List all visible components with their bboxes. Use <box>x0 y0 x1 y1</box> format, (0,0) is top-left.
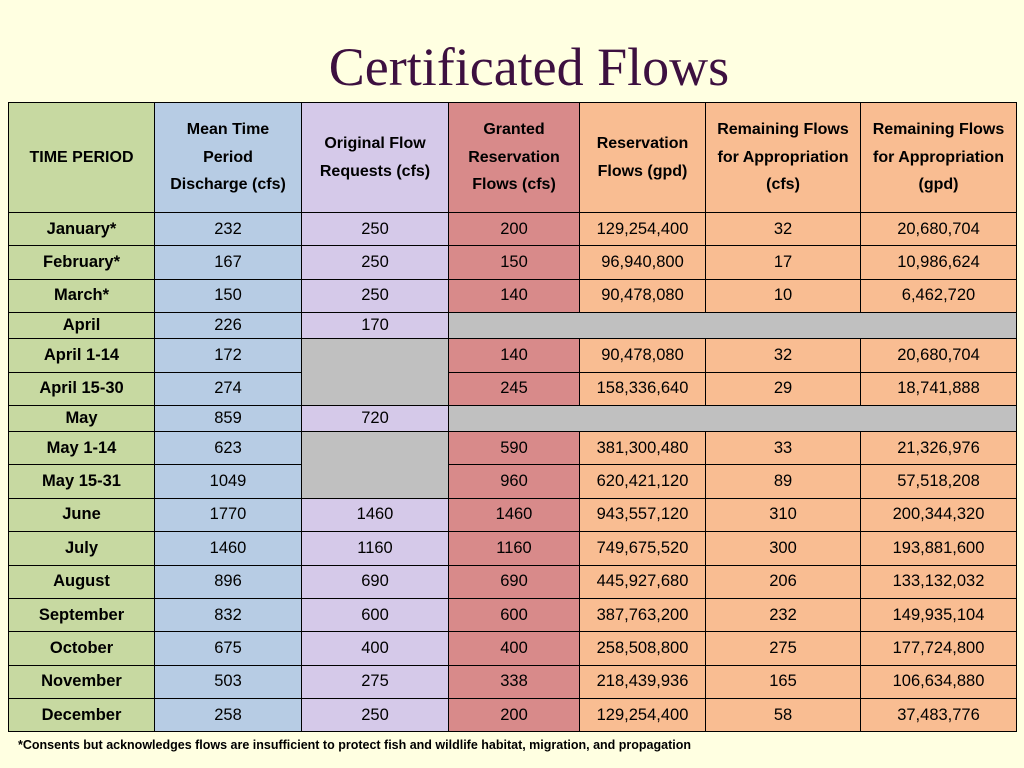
cell-granted: 590 <box>449 431 580 464</box>
cell-period: October <box>9 632 155 665</box>
cell-gpd: 90,478,080 <box>580 339 706 372</box>
cell-rem-cfs: 89 <box>706 465 861 498</box>
cell-granted: 1160 <box>449 532 580 565</box>
cell-period: September <box>9 598 155 631</box>
cell-mean: 226 <box>155 313 302 339</box>
cell-rem-cfs: 300 <box>706 532 861 565</box>
cell-gpd: 387,763,200 <box>580 598 706 631</box>
cell-rem-gpd: 149,935,104 <box>861 598 1017 631</box>
cell-granted: 150 <box>449 246 580 279</box>
col-header-mean-discharge: Mean Time Period Discharge (cfs) <box>155 103 302 213</box>
cell-mean: 623 <box>155 431 302 464</box>
cell-rem-gpd: 106,634,880 <box>861 665 1017 698</box>
cell-granted: 200 <box>449 699 580 732</box>
cell-mean: 896 <box>155 565 302 598</box>
grey-filler-cell <box>302 431 449 498</box>
table-row <box>9 313 1017 339</box>
cell-granted: 140 <box>449 339 580 372</box>
cell-original: 720 <box>302 405 449 431</box>
cell-rem-gpd: 20,680,704 <box>861 339 1017 372</box>
cell-period: April 1-14 <box>9 339 155 372</box>
cell-mean: 1460 <box>155 532 302 565</box>
table-row <box>9 405 1017 431</box>
cell-granted: 200 <box>449 213 580 246</box>
cell-mean: 258 <box>155 699 302 732</box>
cell-period: December <box>9 699 155 732</box>
cell-rem-cfs: 32 <box>706 339 861 372</box>
cell-rem-gpd: 193,881,600 <box>861 532 1017 565</box>
cell-gpd: 218,439,936 <box>580 665 706 698</box>
cell-gpd: 258,508,800 <box>580 632 706 665</box>
cell-original: 600 <box>302 598 449 631</box>
cell-gpd: 445,927,680 <box>580 565 706 598</box>
col-header-granted-flows: Granted Reservation Flows (cfs) <box>449 103 580 213</box>
cell-granted: 690 <box>449 565 580 598</box>
col-header-remaining-gpd: Remaining Flows for Appropriation (gpd) <box>861 103 1017 213</box>
cell-period: April 15-30 <box>9 372 155 405</box>
table-row <box>9 431 1017 464</box>
header-row <box>9 103 1017 213</box>
cell-original: 250 <box>302 213 449 246</box>
cell-rem-gpd: 133,132,032 <box>861 565 1017 598</box>
cell-rem-gpd: 200,344,320 <box>861 498 1017 531</box>
cell-mean: 167 <box>155 246 302 279</box>
col-header-original-requests: Original Flow Requests (cfs) <box>302 103 449 213</box>
table-row <box>9 372 1017 405</box>
cell-rem-gpd: 18,741,888 <box>861 372 1017 405</box>
col-header-time-period: TIME PERIOD <box>9 103 155 213</box>
cell-rem-gpd: 10,986,624 <box>861 246 1017 279</box>
cell-mean: 1770 <box>155 498 302 531</box>
cell-rem-gpd: 6,462,720 <box>861 279 1017 312</box>
table-row <box>9 565 1017 598</box>
cell-original: 250 <box>302 246 449 279</box>
grey-filler-cell <box>302 339 449 406</box>
cell-original: 250 <box>302 699 449 732</box>
table-row <box>9 213 1017 246</box>
cell-rem-gpd: 20,680,704 <box>861 213 1017 246</box>
cell-mean: 172 <box>155 339 302 372</box>
cell-rem-cfs: 29 <box>706 372 861 405</box>
cell-rem-gpd: 177,724,800 <box>861 632 1017 665</box>
cell-original: 170 <box>302 313 449 339</box>
cell-rem-cfs: 310 <box>706 498 861 531</box>
table-row <box>9 465 1017 498</box>
table-row <box>9 279 1017 312</box>
cell-period: August <box>9 565 155 598</box>
cell-original: 250 <box>302 279 449 312</box>
cell-granted: 600 <box>449 598 580 631</box>
cell-rem-cfs: 33 <box>706 431 861 464</box>
table-row <box>9 699 1017 732</box>
cell-mean: 675 <box>155 632 302 665</box>
cell-rem-cfs: 17 <box>706 246 861 279</box>
cell-mean: 859 <box>155 405 302 431</box>
cell-rem-cfs: 10 <box>706 279 861 312</box>
table-row <box>9 339 1017 372</box>
cell-original: 400 <box>302 632 449 665</box>
cell-gpd: 96,940,800 <box>580 246 706 279</box>
table-row <box>9 598 1017 631</box>
col-header-reservation-gpd: Reservation Flows (gpd) <box>580 103 706 213</box>
cell-original: 1460 <box>302 498 449 531</box>
cell-mean: 232 <box>155 213 302 246</box>
cell-mean: 150 <box>155 279 302 312</box>
cell-rem-cfs: 58 <box>706 699 861 732</box>
cell-period: May <box>9 405 155 431</box>
cell-gpd: 90,478,080 <box>580 279 706 312</box>
cell-rem-cfs: 206 <box>706 565 861 598</box>
cell-period: July <box>9 532 155 565</box>
table-row <box>9 665 1017 698</box>
cell-granted: 338 <box>449 665 580 698</box>
grey-filler-cell <box>449 405 1017 431</box>
cell-gpd: 620,421,120 <box>580 465 706 498</box>
cell-original: 690 <box>302 565 449 598</box>
cell-period: May 15-31 <box>9 465 155 498</box>
cell-gpd: 129,254,400 <box>580 213 706 246</box>
cell-gpd: 749,675,520 <box>580 532 706 565</box>
cell-granted: 245 <box>449 372 580 405</box>
page-title: Certificated Flows <box>328 37 730 97</box>
cell-period: February* <box>9 246 155 279</box>
cell-granted: 400 <box>449 632 580 665</box>
cell-granted: 1460 <box>449 498 580 531</box>
cell-granted: 960 <box>449 465 580 498</box>
cell-original: 1160 <box>302 532 449 565</box>
cell-gpd: 129,254,400 <box>580 699 706 732</box>
cell-gpd: 943,557,120 <box>580 498 706 531</box>
cell-period: May 1-14 <box>9 431 155 464</box>
footnote: *Consents but acknowledges flows are insufficient to protect fish and wildlife habitat, migration, and propagation <box>18 738 691 752</box>
table-row <box>9 498 1017 531</box>
cell-gpd: 381,300,480 <box>580 431 706 464</box>
grey-filler-cell <box>449 313 1017 339</box>
cell-gpd: 158,336,640 <box>580 372 706 405</box>
cell-period: January* <box>9 213 155 246</box>
cell-mean: 503 <box>155 665 302 698</box>
cell-period: June <box>9 498 155 531</box>
col-header-remaining-cfs: Remaining Flows for Appropriation (cfs) <box>706 103 861 213</box>
table-row <box>9 632 1017 665</box>
cell-rem-cfs: 275 <box>706 632 861 665</box>
cell-mean: 832 <box>155 598 302 631</box>
cell-granted: 140 <box>449 279 580 312</box>
cell-period: March* <box>9 279 155 312</box>
cell-mean: 1049 <box>155 465 302 498</box>
cell-period: November <box>9 665 155 698</box>
cell-rem-cfs: 165 <box>706 665 861 698</box>
cell-rem-gpd: 37,483,776 <box>861 699 1017 732</box>
cell-period: April <box>9 313 155 339</box>
cell-rem-gpd: 57,518,208 <box>861 465 1017 498</box>
cell-mean: 274 <box>155 372 302 405</box>
certificated-flows-table <box>8 102 1017 732</box>
cell-rem-cfs: 32 <box>706 213 861 246</box>
table-row <box>9 246 1017 279</box>
table-row <box>9 532 1017 565</box>
cell-original: 275 <box>302 665 449 698</box>
cell-rem-cfs: 232 <box>706 598 861 631</box>
cell-rem-gpd: 21,326,976 <box>861 431 1017 464</box>
